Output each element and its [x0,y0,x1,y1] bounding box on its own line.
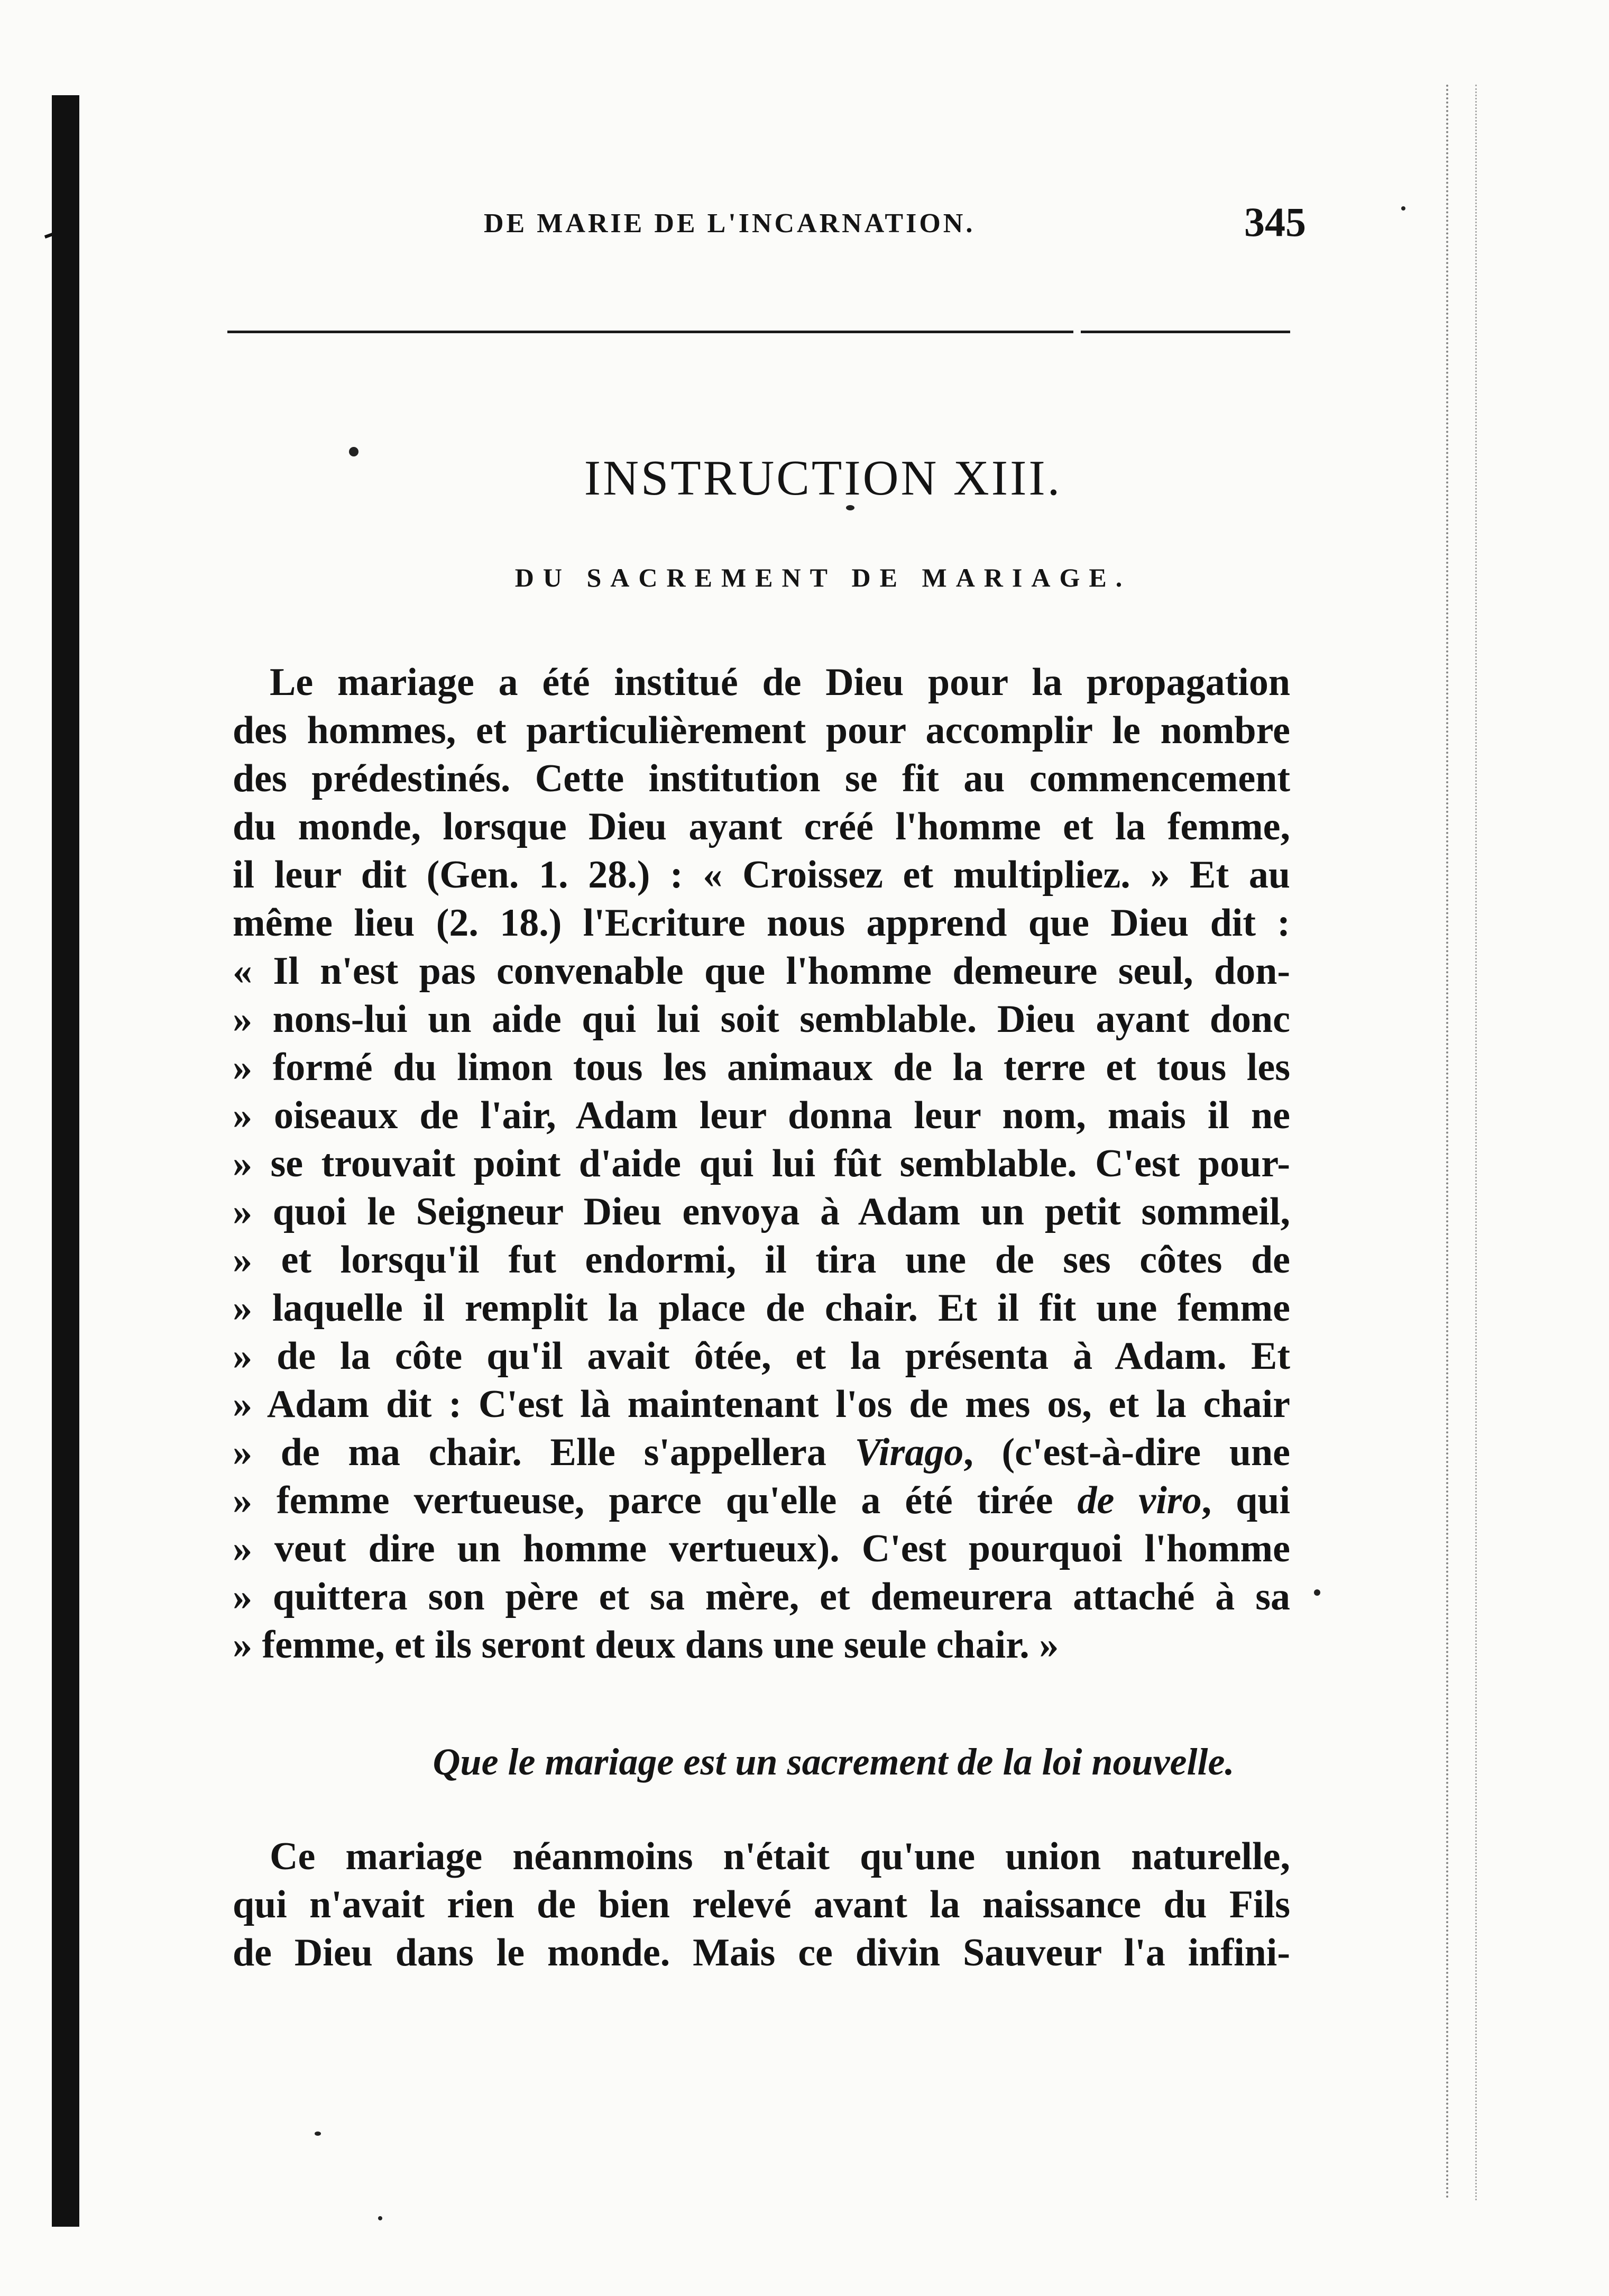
section-heading: Que le mariage est un sacrement de la loi nouvelle. [433,1741,1235,1783]
text-line: » de ma chair. Elle s'appellera Virago, (c'est-à-dire une [233,1431,1290,1474]
text-line: qui n'avait rien de bien relevé avant la naissance du Fils [233,1883,1290,1926]
text-line: des hommes, et particulièrement pour accomplir le nombre [233,709,1290,752]
chapter-subtitle: DU SACREMENT DE MARIAGE. [514,563,1132,592]
text-line: Le mariage a été institué de Dieu pour la propagation [270,661,1290,704]
body-paragraph-2 [233,1833,1290,1977]
text-line: du monde, lorsque Dieu ayant créé l'homme et la femme, [233,805,1290,848]
text-line: « Il n'est pas convenable que l'homme demeure seul, don- [233,949,1290,993]
text-line: il leur dit (Gen. 1. 28.) : « Croissez et multipliez. » Et au [233,853,1290,897]
text-line: Ce mariage néanmoins n'était qu'une union naturelle, [270,1835,1290,1878]
text-line: » quittera son père et sa mère, et demeurera attaché à sa [233,1575,1290,1618]
body-paragraph-1 [233,658,1290,1669]
page-edge-noise [1475,85,1482,2200]
text-line: » quoi le Seigneur Dieu envoya à Adam un petit sommeil, [233,1190,1290,1233]
text-line: » laquelle il remplit la place de chair. Et il fit une femme [233,1286,1290,1330]
text-line: » et lorsqu'il fut endormi, il tira une de ses côtes de [233,1238,1290,1282]
header-rule [227,331,1290,333]
speck [1401,206,1405,211]
page-number: 345 [1244,199,1306,245]
chapter-title: INSTRUCTION XIII. [584,451,1062,506]
text-line: » femme vertueuse, parce qu'elle a été tirée de viro, qui [233,1479,1291,1522]
text-line: » formé du limon tous les animaux de la terre et tous les [233,1046,1290,1089]
text-line: même lieu (2. 18.) l'Ecriture nous apprend que Dieu dit : [233,901,1290,945]
speck [378,2216,382,2220]
text-line: » de la côte qu'il avait ôtée, et la présenta à Adam. Et [233,1334,1290,1378]
text-line: » veut dire un homme vertueux). C'est pourquoi l'homme [233,1527,1290,1570]
speck [315,2132,321,2136]
text-line: des prédestinés. Cette institution se fit au commencement [233,757,1290,800]
running-title: DE MARIE DE L'INCARNATION. [484,208,976,239]
text-line: » oiseaux de l'air, Adam leur donna leur nom, mais il ne [233,1094,1290,1137]
text-line: » Adam dit : C'est là maintenant l'os de mes os, et la chair [233,1383,1290,1426]
text-line: » femme, et ils seront deux dans une seule chair. » [233,1623,1059,1667]
text-line: » se trouvait point d'aide qui lui fût semblable. C'est pour- [233,1142,1290,1185]
running-head [227,198,1306,246]
speck [1314,1589,1320,1596]
page-edge-noise [1446,85,1469,2200]
header-rule-gap [1073,329,1081,335]
text-line: de Dieu dans le monde. Mais ce divin Sauveur l'a infini- [233,1931,1290,1974]
binding-shadow [52,95,79,2227]
text-line: » nons-lui un aide qui lui soit semblable. Dieu ayant donc [233,998,1290,1041]
